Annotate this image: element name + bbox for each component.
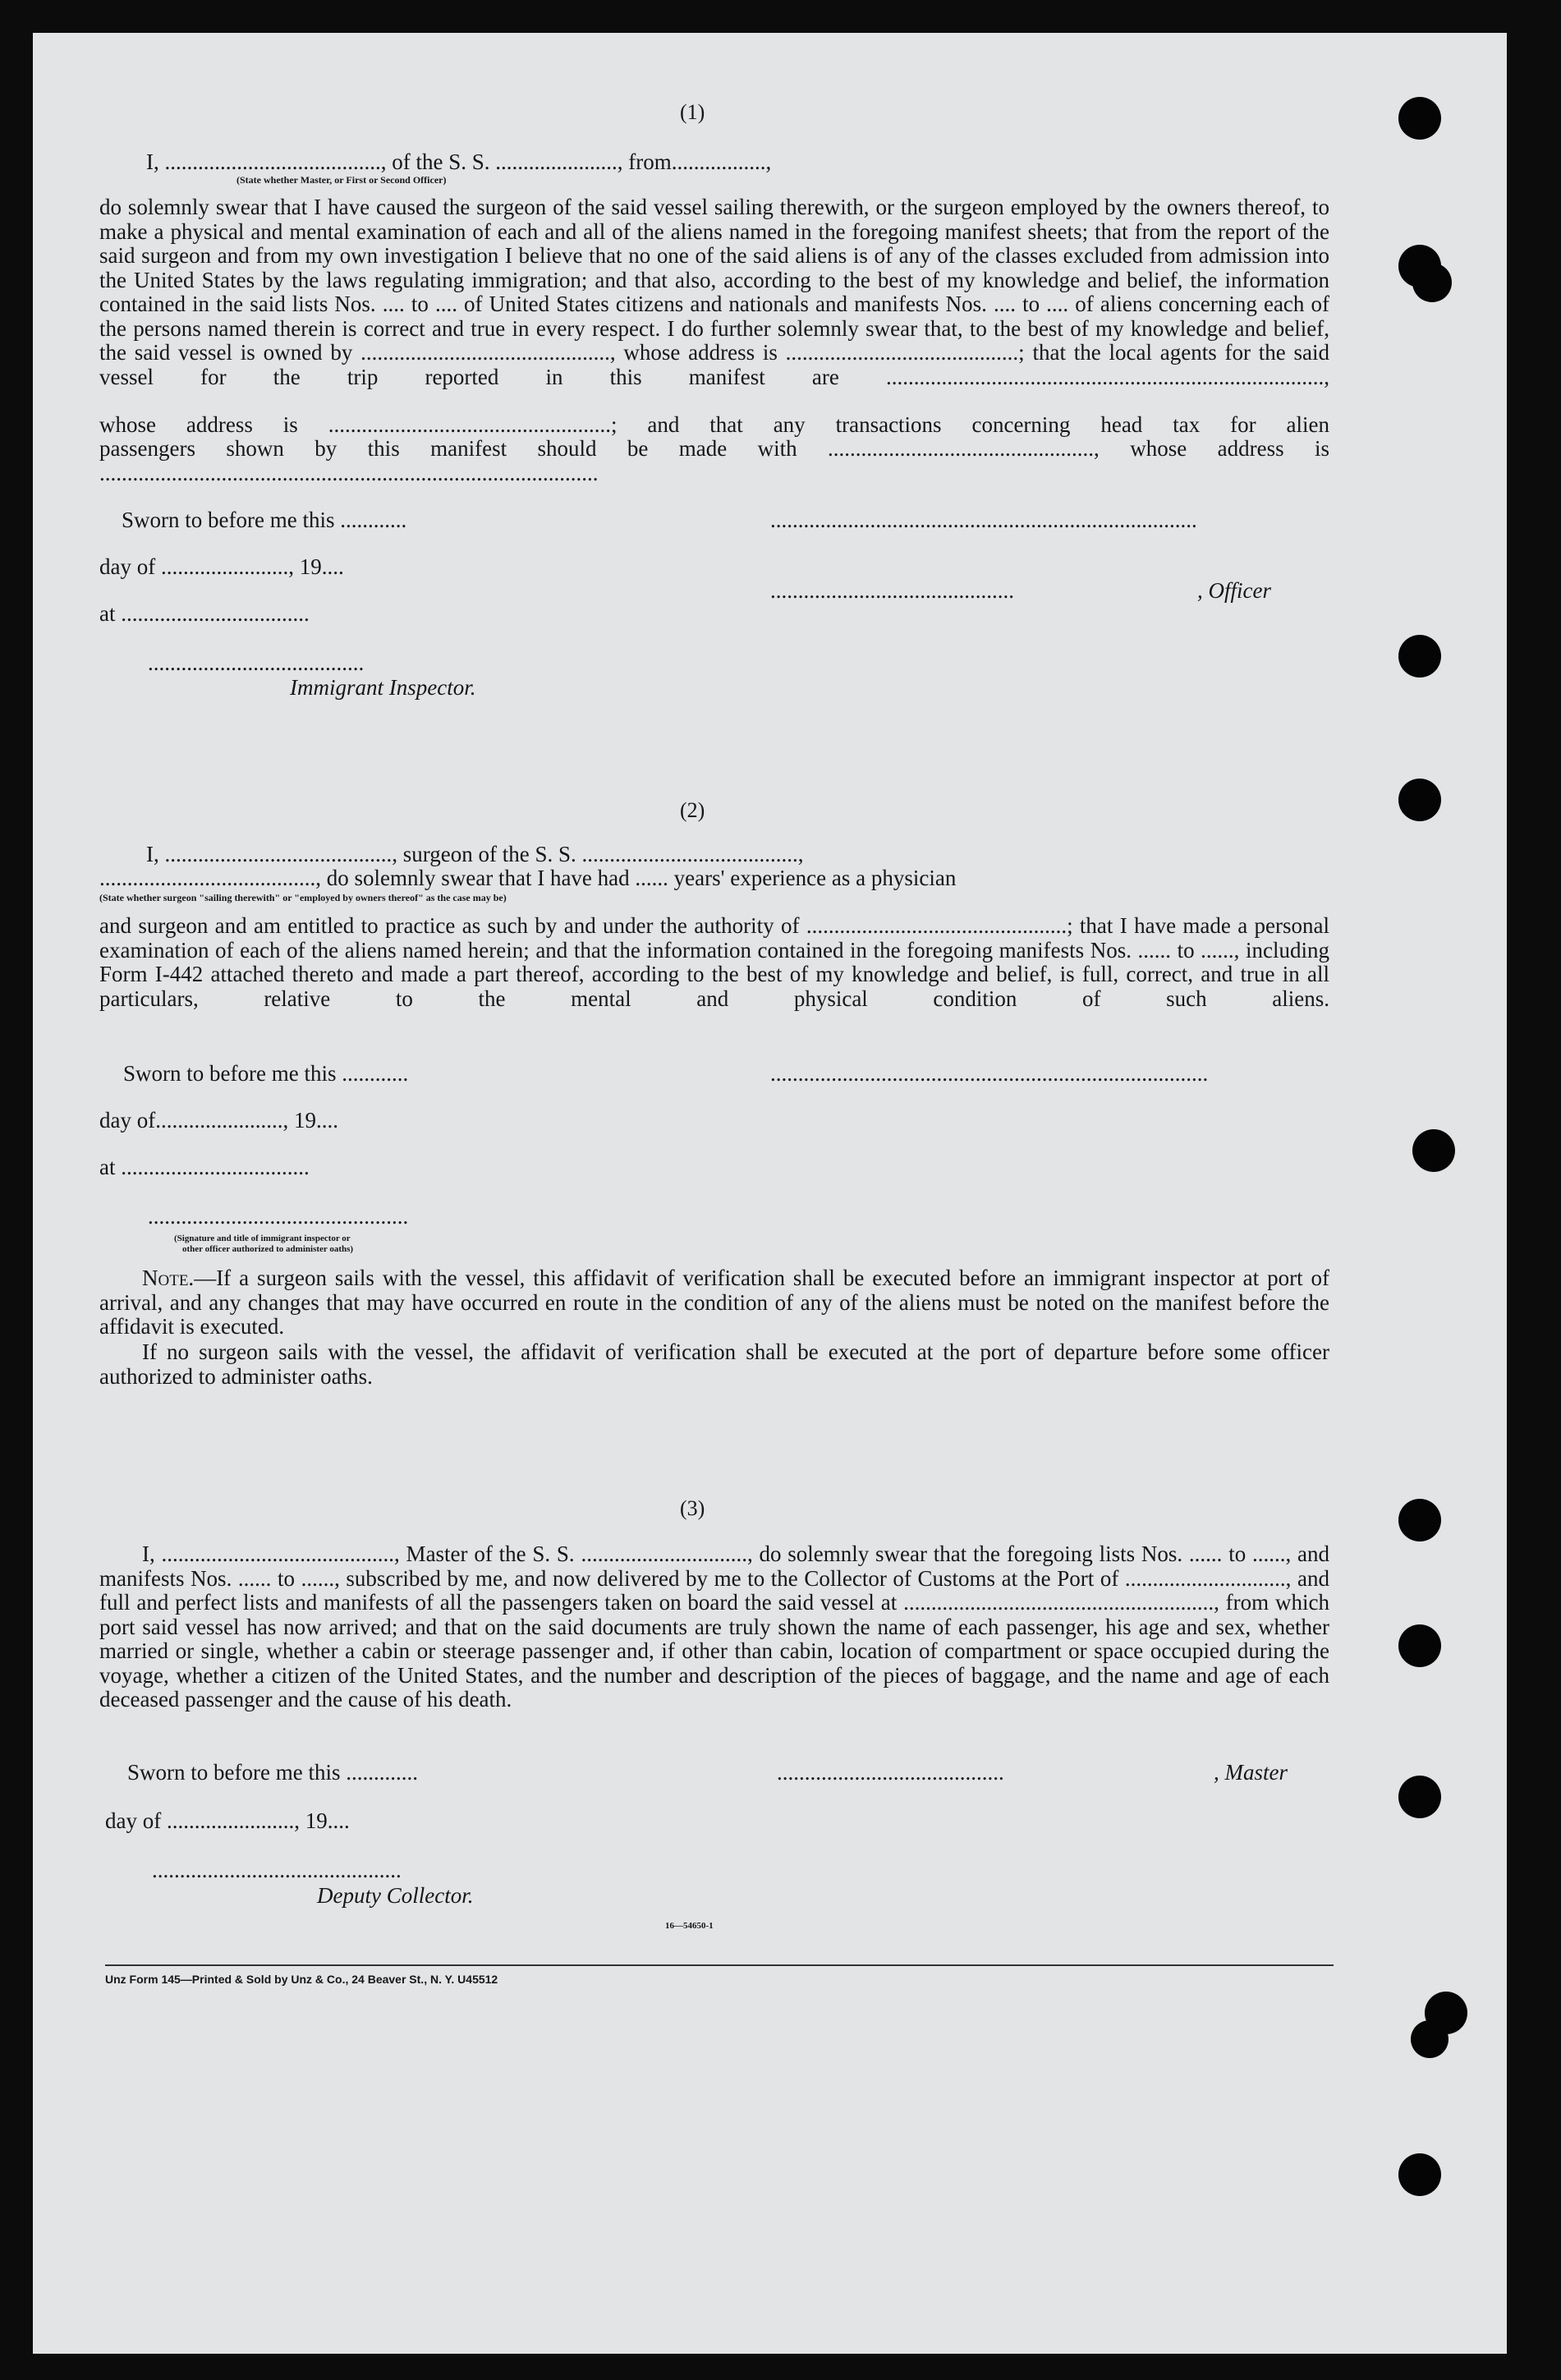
section-2-note-text: —If a surgeon sails with the vessel, this affidavit of verification shall be executed before an immigrant inspector at port of arrival, and any changes that may have occurred en route in the condition of any of the aliens must be noted on the manifest before the affidavit is executed. <box>99 1266 1329 1339</box>
section-2-at: at .................................. <box>99 1155 310 1179</box>
section-1-number: (1) <box>680 100 705 124</box>
section-2-number: (2) <box>680 798 705 822</box>
section-1-officer-note: (State whether Master, or First or Second Officer) <box>236 174 447 186</box>
section-2-signature-dots: ............................................... <box>148 1204 409 1229</box>
section-1-day: day of ......................., 19.... <box>99 554 344 579</box>
section-3-number: (3) <box>680 1496 705 1520</box>
section-3-collector-dots: ............................................. <box>152 1858 402 1882</box>
section-2-sworn: Sworn to before me this ............ <box>123 1061 409 1086</box>
punch-hole <box>1412 263 1452 302</box>
section-3-body: I, .........................................., Master of the S. S. .............................., do solemnly swear that the foregoing lists Nos. ...... to ......, and manifests Nos. ...... to ......, subscribed by me, and now delivered by me to the Collector of Customs at the Port of ............................., and full and perfect lists and manifests of all the passengers taken on board the said vessel at ........................................................, from which port said vessel has now arrived; and that on the said documents are truly shown the name of each passenger, his age and sex, whether married or single, whether a cabin or steerage passenger and, if other than cabin, location of compartment or space occupied during the voyage, whether a citizen of the United States, and the number and description of the pieces of baggage, and the name and age of each deceased passenger and the cause of his death. <box>99 1541 1329 1711</box>
section-1-at: at .................................. <box>99 601 310 626</box>
punch-hole <box>1398 1624 1441 1667</box>
section-2-line-1: I, ........................................., surgeon of the S. S. ......................................., <box>146 842 804 866</box>
section-3-master-dots: ......................................... <box>777 1760 1004 1785</box>
section-2-line-2: ......................................., do solemnly swear that I have had ...... years' experience as a physician <box>99 866 957 890</box>
section-3-collector-label: Deputy Collector. <box>317 1883 474 1908</box>
section-2-body: and surgeon and am entitled to practice as such by and under the authority of ...............................................; that I have made a personal examination of each of the aliens named herein; and that the information contained in the foregoing manifests Nos. ...... to ......, including Form I-442 attached thereto and made a part thereof, according to the best of my knowledge and belief, is full, correct, and true in all particulars, relative to the mental and physical condition of such aliens. <box>99 913 1329 1011</box>
document-page <box>33 33 1507 2354</box>
punch-hole <box>1398 1499 1441 1541</box>
section-2-signature-note-2: other officer authorized to administer oaths) <box>182 1244 354 1254</box>
section-1-whose-address-line: whose address is ...................................................; and that any transactions concerning head tax for alien <box>99 412 1329 437</box>
section-3-form-number: 16—54650-1 <box>665 1921 714 1931</box>
section-2-day: day of......................., 19.... <box>99 1108 338 1133</box>
punch-hole <box>1398 2153 1441 2196</box>
section-1-passengers-line: passengers shown by this manifest should be made with ................................................, whose address is <box>99 436 1329 461</box>
section-1-sworn-signature-line: ............................................................................. <box>770 508 1197 532</box>
punch-hole <box>1398 1776 1441 1818</box>
section-2-note <box>99 1266 1329 1339</box>
section-1-officer-dots: ............................................ <box>770 578 1014 603</box>
section-2-note-label: Note. <box>142 1266 195 1290</box>
section-1-officer-label: , Officer <box>1197 578 1271 603</box>
section-2-sworn-signature-line: ............................................................................... <box>770 1061 1209 1086</box>
section-1-sworn: Sworn to before me this ............ <box>122 508 407 532</box>
punch-hole <box>1398 779 1441 821</box>
section-1-address-dots: .......................................................................................... <box>99 461 599 485</box>
footer-rule <box>105 1964 1334 1966</box>
section-2-signature-note-1: (Signature and title of immigrant inspector or <box>174 1234 351 1243</box>
section-1-body: do solemnly swear that I have caused the surgeon of the said vessel sailing therewith, or the surgeon employed by the owners thereof, to make a physical and mental examination of each and all of the aliens named in the foregoing manifest sheets; that from the report of the said surgeon and from my own investigation I believe that no one of the said aliens is of any of the classes excluded from admission into the United States by the laws regulating immigration; and that also, according to the best of my knowledge and belief, the information contained in the said lists Nos. .... to .... of United States citizens and nationals and manifests Nos. .... to .... of aliens concerning each of the persons named therein is correct and true in every respect. I do further solemnly swear that, to the best of my knowledge and belief, the said vessel is owned by ............................................., whose address is ..........................................; that the local agents for the said vessel for the trip reported in this manifest are ..............................................................................., <box>99 195 1329 389</box>
punch-hole <box>1412 1129 1455 1172</box>
punch-hole <box>1398 635 1441 678</box>
section-2-surgeon-note: (State whether surgeon "sailing therewith" or "employed by owners thereof" as the case may be) <box>99 892 507 903</box>
section-2-note-2: If no surgeon sails with the vessel, the affidavit of verification shall be executed at the port of departure before some officer authorized to administer oaths. <box>99 1339 1329 1389</box>
section-1-inspector-label: Immigrant Inspector. <box>290 675 476 700</box>
section-1-inspector-dots: ....................................... <box>148 650 365 675</box>
punch-hole <box>1398 97 1441 140</box>
section-3-day: day of ......................., 19.... <box>105 1808 350 1833</box>
punch-hole <box>1411 2020 1449 2058</box>
section-1-line-1: I, ......................................., of the S. S. ......................, from................., <box>146 149 772 174</box>
section-3-master-label: , Master <box>1214 1760 1288 1785</box>
section-3-sworn: Sworn to before me this ............. <box>127 1760 418 1785</box>
footer-imprint: Unz Form 145—Printed & Sold by Unz & Co., 24 Beaver St., N. Y. U45512 <box>105 1973 498 1986</box>
